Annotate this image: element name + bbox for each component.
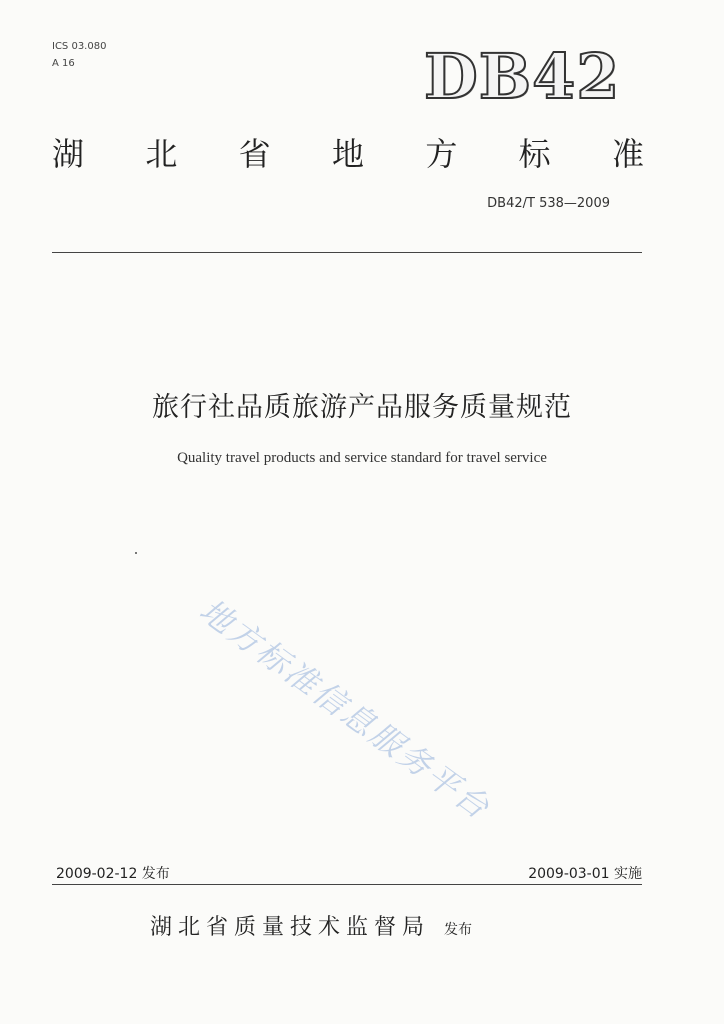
standard-type-char: 省	[238, 135, 271, 173]
standard-type-char: 准	[611, 135, 644, 173]
document-title-zh: 旅行社品质旅游产品服务质量规范	[152, 392, 572, 423]
standard-type-char: 地	[331, 135, 364, 173]
watermark-text: 地方标准信息服务平台	[192, 591, 499, 828]
standard-type-char: 标	[518, 135, 551, 173]
document-title-en: Quality travel products and service standard for travel service	[177, 450, 547, 466]
footer-divider	[52, 884, 642, 885]
ics-code: ICS 03.080	[52, 41, 107, 52]
issuer-suffix: 发布	[444, 922, 473, 938]
standard-type-char: 北	[145, 135, 178, 173]
header-divider	[52, 252, 642, 253]
scan-speck	[135, 552, 137, 554]
effective-date: 2009-03-01 实施	[528, 866, 642, 882]
standard-type-char: 湖	[52, 135, 85, 173]
standard-type-char: 方	[425, 135, 458, 173]
issue-date: 2009-02-12 发布	[56, 866, 170, 882]
standard-number: DB42/T 538—2009	[487, 196, 610, 211]
standard-type-heading	[52, 130, 644, 174]
classification-codes	[52, 38, 106, 72]
db42-logo: DB42	[424, 40, 621, 113]
ccs-code: A 16	[52, 58, 75, 69]
issuer-name: 湖北省质量技术监督局	[150, 915, 431, 940]
issuer-line	[150, 910, 570, 941]
